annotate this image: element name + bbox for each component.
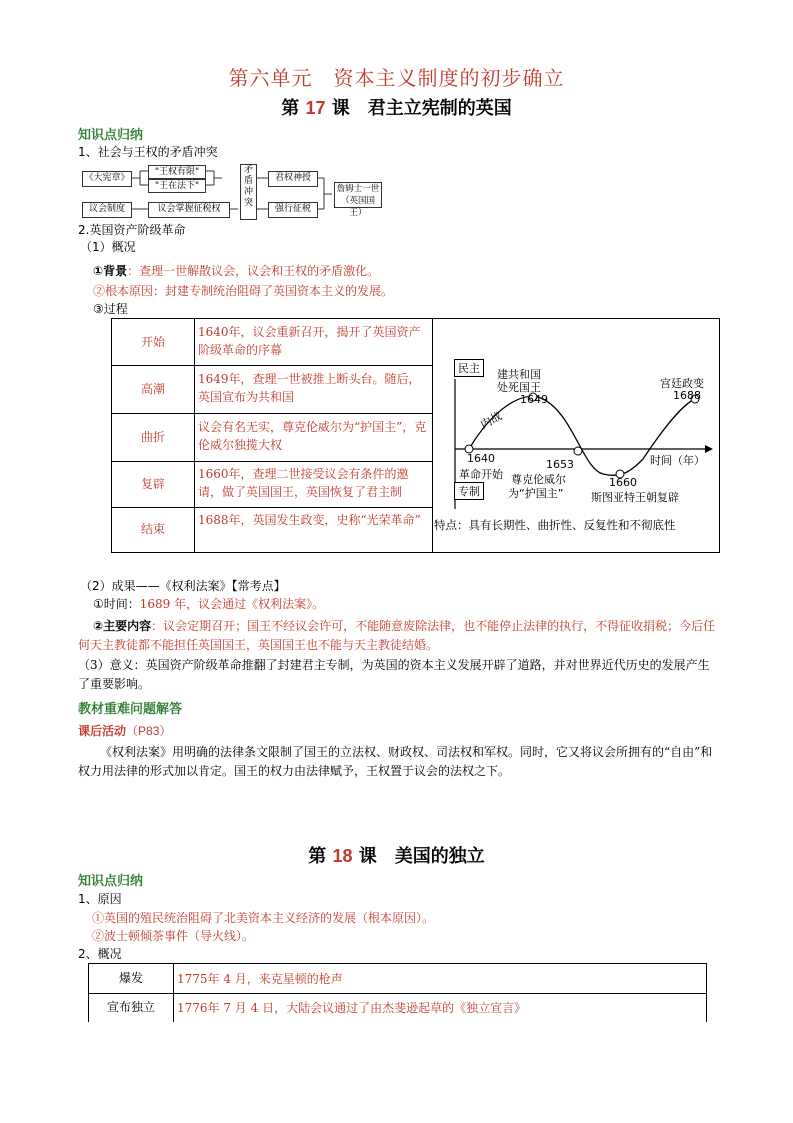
point-1653 (574, 447, 582, 455)
label-1653-b: 为“护国主” (508, 487, 564, 500)
item-2-title: 2.英国资产阶级革命 (78, 223, 186, 237)
process-stage: 结束 (112, 507, 195, 552)
lesson-17-title: 第 17 课 君主立宪制的英国 (281, 98, 512, 119)
overview-table (88, 963, 707, 1022)
flow-box-divine-right: 君权神授 (268, 171, 318, 187)
diagram-feature: 特点：具有长期性、曲折性、反复性和不彻底性 (434, 518, 676, 532)
process-table (111, 318, 720, 553)
knowledge-heading-17: 知识点归纳 (78, 128, 144, 143)
process-desc: 1640年，议会重新召开，揭开了英国资产阶级革命的序幕 (198, 325, 421, 357)
label-1649-a: 建共和国 (497, 368, 541, 381)
flow-box-limited-power: "王权有限" (148, 165, 206, 179)
process-stage: 复辟 (112, 461, 195, 507)
label-1640: 革命开始 (459, 468, 503, 481)
time-label: ①时间： (93, 597, 140, 611)
background-text: ：查理一世解散议会，议会和王权的矛盾激化。 (127, 264, 380, 278)
process-row (112, 365, 432, 414)
label-1660: 斯图亚特王朝复辟 (591, 491, 679, 504)
flow-box-magna-carta: 《大宪章》 (82, 171, 132, 187)
process-desc: 议会有名无实，尊克伦威尔为“护国主”，克伦威尔独揽大权 (198, 420, 427, 452)
lesson18-item-2: 2、概况 (78, 947, 122, 961)
table-row: 爆发 1775年 4 月，来克星顿的枪声 (89, 964, 706, 994)
root-cause: ②根本原因：封建专制统治阻碍了英国资本主义的发展。 (93, 284, 394, 298)
process-desc: 1688年，英国发生政变，史称“光荣革命” (198, 513, 421, 527)
time-text: 1689 年，议会通过《权利法案》。 (139, 597, 325, 611)
year-1640: 1640 (467, 452, 495, 465)
item-1-title: 1、社会与王权的矛盾冲突 (78, 145, 218, 159)
year-1649: 1649 (520, 393, 548, 406)
main-content: ②主要内容：议会定期召开；国王不经议会许可，不能随意废除法律，也不能停止法律的执行，不得征收捐税；今后任何天主教徒都不能担任英国国王，英国国王也不能与天主教徒结婚。 (78, 619, 716, 652)
year-1653: 1653 (546, 458, 574, 471)
year-1688: 1688 (673, 389, 701, 402)
sub-1-overview: （1）概况 (80, 240, 136, 254)
process-stage: 高潮 (112, 365, 195, 413)
time-axis-label: 时间（年） (650, 454, 705, 467)
cause-1: ①英国的殖民统治阻碍了北美资本主义经济的发展（根本原因）。 (92, 911, 435, 925)
flow-box-king-under-law: "王在法下" (148, 179, 206, 193)
lesson18-item-1: 1、原因 (78, 892, 122, 906)
process-desc: 1660年，查理二世接受议会有条件的邀请，做了英国国王，英国恢复了君主制 (198, 467, 409, 499)
activity-answer: 《权利法案》用明确的法律条文限制了国王的立法权、财政权、司法权和军权。同时，它又将议会所拥有的“自由”和权力用法律的形式加以肯定。国王的权力由法律赋予，王权置于议会的法权之下。 (78, 745, 713, 778)
lesson-18-title: 第 18 课 美国的独立 (308, 846, 485, 867)
process-row (112, 413, 432, 462)
process-stage: 开始 (112, 319, 195, 365)
activity-heading: 课后活动（P83） (78, 724, 172, 738)
flow-box-parliament: 议会制度 (82, 202, 132, 218)
label-1653-a: 尊克伦威尔 (511, 473, 566, 486)
sub-3-significance: （3）意义：英国资产阶级革命推翻了封建君主专制，为英国的资本主义发展开辟了道路，并对世界近代历史的发展产生了重要影响。 (78, 658, 710, 691)
flow-box-forced-tax: 强行征税 (268, 202, 318, 218)
process-row (112, 461, 432, 508)
label-1649-b: 处死国王 (497, 381, 541, 394)
cause-2: ②波士顿倾茶事件（导火线）。 (92, 929, 255, 943)
background-label: ①背景 (93, 264, 128, 278)
process-row (112, 507, 432, 552)
flow-box-tax-power: 议会掌握征税权 (148, 202, 230, 218)
table-row: 宣布独立 1776年 7 月 4 日，大陆会议通过了由杰斐逊起草的《独立宣言》 (89, 993, 706, 1022)
civil-war-label: 内战 (478, 409, 504, 432)
unit-title: 第六单元 资本主义制度的初步确立 (228, 66, 565, 90)
conflict-flow-diagram (82, 164, 382, 220)
autocracy-label: 专制 (454, 482, 484, 500)
flow-box-conflict: 矛盾冲突 (240, 164, 257, 220)
knowledge-heading-18: 知识点归纳 (78, 874, 144, 889)
democracy-label: 民主 (454, 359, 484, 377)
process-stage: 曲折 (112, 413, 195, 461)
sub-2-outcome: （2）成果——《权利法案》【常考点】 (80, 579, 286, 593)
label-1688: 宫廷政变 (660, 377, 704, 390)
process-label: ③过程 (93, 302, 128, 316)
qa-heading: 教材重难问题解答 (78, 702, 183, 717)
process-desc: 1649年，查理一世被推上断头台。随后，英国宣布为共和国 (198, 372, 421, 404)
process-row (112, 319, 432, 366)
time-arrow-icon (705, 445, 713, 453)
process-rows (112, 319, 432, 552)
year-1660: 1660 (609, 476, 637, 489)
flow-box-james-i: 詹姆士一世（英国国王） (334, 182, 382, 208)
